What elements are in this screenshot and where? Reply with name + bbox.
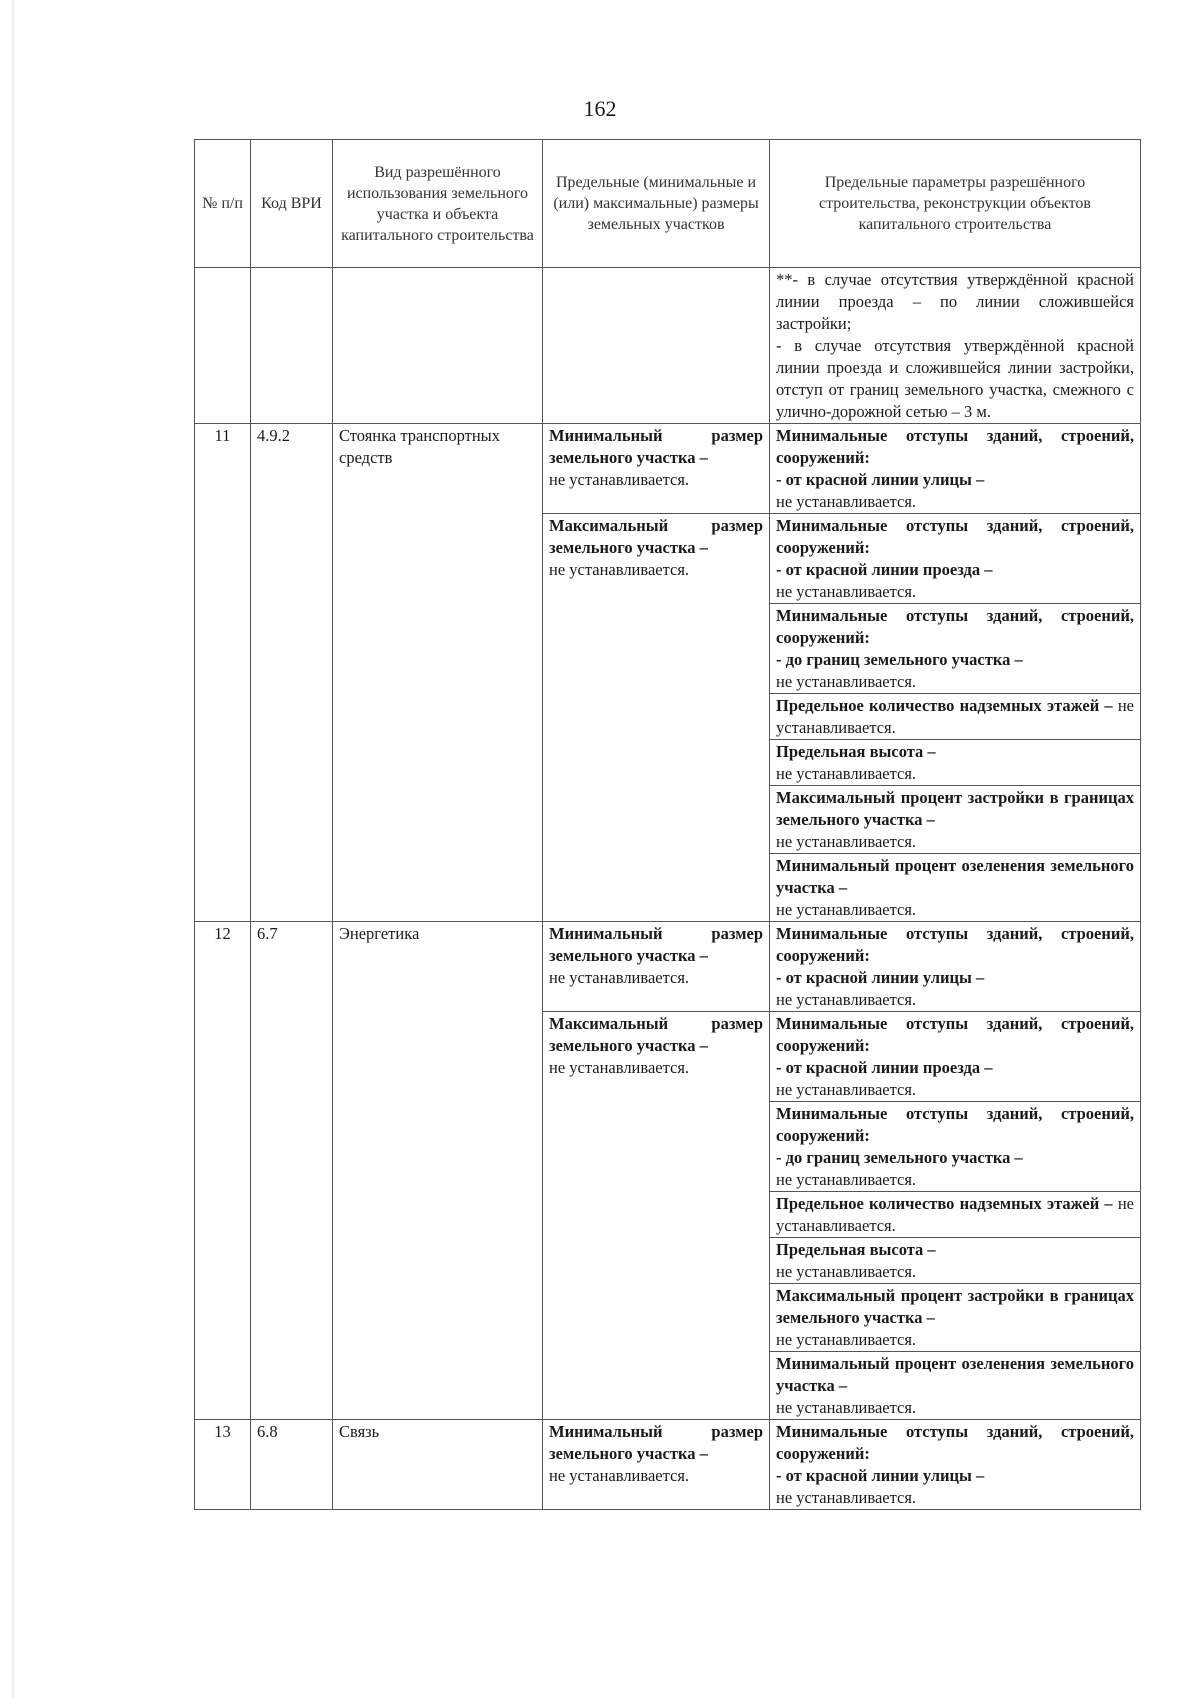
floors-value: не устанавливается. (776, 696, 1134, 737)
min-size-label: Минимальный размер земельного участка – (549, 426, 763, 467)
row-use: Стоянка транспортных средств (333, 424, 543, 922)
row-num: 12 (195, 922, 251, 1420)
row-code: 6.8 (251, 1420, 333, 1510)
setback-boundary-value: не устанавливается. (776, 1170, 917, 1189)
setback-street-cell (770, 1420, 1141, 1510)
setback-street: - от красной линии улицы – (776, 1466, 985, 1485)
green-pct-label: Минимальный процент озеленения земельного участка – (776, 1354, 1134, 1395)
header-num: № п/п (195, 140, 251, 268)
build-pct-cell (770, 1284, 1141, 1352)
table-row (195, 1420, 1141, 1510)
setback-head: Минимальные отступы зданий, строений, сооружений: (776, 516, 1134, 557)
min-size-label: Минимальный размер земельного участка – (549, 1422, 763, 1463)
max-size-label: Максимальный размер земельного участка – (549, 1014, 763, 1055)
height-label: Предельная высота – (776, 742, 936, 761)
height-label: Предельная высота – (776, 1240, 936, 1259)
setback-passage: - от красной линии проезда – (776, 1058, 993, 1077)
setback-street-value: не устанавливается. (776, 990, 917, 1009)
setback-head: Минимальные отступы зданий, строений, сооружений: (776, 426, 1134, 467)
regulations-table (194, 139, 1141, 1510)
setback-street: - от красной линии улицы – (776, 470, 985, 489)
min-size-value: не устанавливается. (549, 470, 690, 489)
table-row (195, 922, 1141, 1012)
build-pct-value: не устанавливается. (776, 1330, 917, 1349)
setback-head: Минимальные отступы зданий, строений, сооружений: (776, 1104, 1134, 1145)
cell-empty (543, 268, 770, 424)
row-code: 6.7 (251, 922, 333, 1420)
row-use: Связь (333, 1420, 543, 1510)
row-num: 13 (195, 1420, 251, 1510)
build-pct-label: Максимальный процент застройки в границах земельного участка – (776, 788, 1134, 829)
min-size-label: Минимальный размер земельного участка – (549, 924, 763, 965)
setback-boundary-cell (770, 1102, 1141, 1192)
max-size-cell (543, 514, 770, 922)
cell-empty (333, 268, 543, 424)
row-num: 11 (195, 424, 251, 922)
setback-passage: - от красной линии проезда – (776, 560, 993, 579)
build-pct-cell (770, 786, 1141, 854)
setback-passage-value: не устанавливается. (776, 582, 917, 601)
build-pct-label: Максимальный процент застройки в границах земельного участка – (776, 1286, 1134, 1327)
floors-value: не устанавливается. (776, 1194, 1134, 1235)
row-code: 4.9.2 (251, 424, 333, 922)
green-pct-value: не устанавливается. (776, 900, 917, 919)
height-value: не устанавливается. (776, 764, 917, 783)
setback-head: Минимальные отступы зданий, строений, сооружений: (776, 1422, 1134, 1463)
green-pct-cell (770, 854, 1141, 922)
min-size-cell (543, 1420, 770, 1510)
floors-label: Предельное количество надземных этажей – (776, 696, 1113, 715)
min-size-cell (543, 922, 770, 1012)
setback-head: Минимальные отступы зданий, строений, сооружений: (776, 1014, 1134, 1055)
floors-label: Предельное количество надземных этажей – (776, 1194, 1113, 1213)
floors-cell (770, 694, 1141, 740)
setback-street-cell (770, 424, 1141, 514)
setback-head: Минимальные отступы зданий, строений, сооружений: (776, 606, 1134, 647)
setback-street-value: не устанавливается. (776, 492, 917, 511)
max-size-value: не устанавливается. (549, 560, 690, 579)
setback-passage-value: не устанавливается. (776, 1080, 917, 1099)
setback-street-cell (770, 922, 1141, 1012)
header-params: Предельные параметры разрешённого строительства, реконструкции объектов капитального строительства (770, 140, 1141, 268)
height-value: не устанавливается. (776, 1262, 917, 1281)
setback-boundary: - до границ земельного участка – (776, 650, 1023, 669)
header-code: Код ВРИ (251, 140, 333, 268)
row-use: Энергетика (333, 922, 543, 1420)
cell-empty (251, 268, 333, 424)
scan-edge (12, 0, 15, 1698)
height-cell (770, 740, 1141, 786)
page-number: 162 (583, 96, 617, 121)
table-row (195, 424, 1141, 514)
setback-street-value: не устанавливается. (776, 1488, 917, 1507)
min-size-cell (543, 424, 770, 514)
build-pct-value: не устанавливается. (776, 832, 917, 851)
continuation-text (770, 268, 1141, 424)
setback-boundary-cell (770, 604, 1141, 694)
setback-passage-cell (770, 514, 1141, 604)
continuation-line-1: **- в случае отсутствия утверждённой красной линии проезда – по линии сложившейся застройки; (776, 270, 1134, 333)
header-use: Вид разрешённого использования земельного участка и объекта капитального строительства (333, 140, 543, 268)
max-size-label: Максимальный размер земельного участка – (549, 516, 763, 557)
continuation-line-2: - в случае отсутствия утверждённой красной линии проезда и сложившейся линии застройки, отступ от границ земельного участка, смежного с улично-дорожной сетью – 3 м. (776, 336, 1134, 421)
cell-empty (195, 268, 251, 424)
green-pct-label: Минимальный процент озеленения земельного участка – (776, 856, 1134, 897)
continuation-row (195, 268, 1141, 424)
green-pct-value: не устанавливается. (776, 1398, 917, 1417)
floors-cell (770, 1192, 1141, 1238)
setback-street: - от красной линии улицы – (776, 968, 985, 987)
max-size-cell (543, 1012, 770, 1420)
max-size-value: не устанавливается. (549, 1058, 690, 1077)
setback-boundary: - до границ земельного участка – (776, 1148, 1023, 1167)
setback-boundary-value: не устанавливается. (776, 672, 917, 691)
setback-head: Минимальные отступы зданий, строений, сооружений: (776, 924, 1134, 965)
header-sizes: Предельные (минимальные и (или) максимальные) размеры земельных участков (543, 140, 770, 268)
min-size-value: не устанавливается. (549, 968, 690, 987)
height-cell (770, 1238, 1141, 1284)
setback-passage-cell (770, 1012, 1141, 1102)
green-pct-cell (770, 1352, 1141, 1420)
min-size-value: не устанавливается. (549, 1466, 690, 1485)
table-header-row (195, 140, 1141, 268)
